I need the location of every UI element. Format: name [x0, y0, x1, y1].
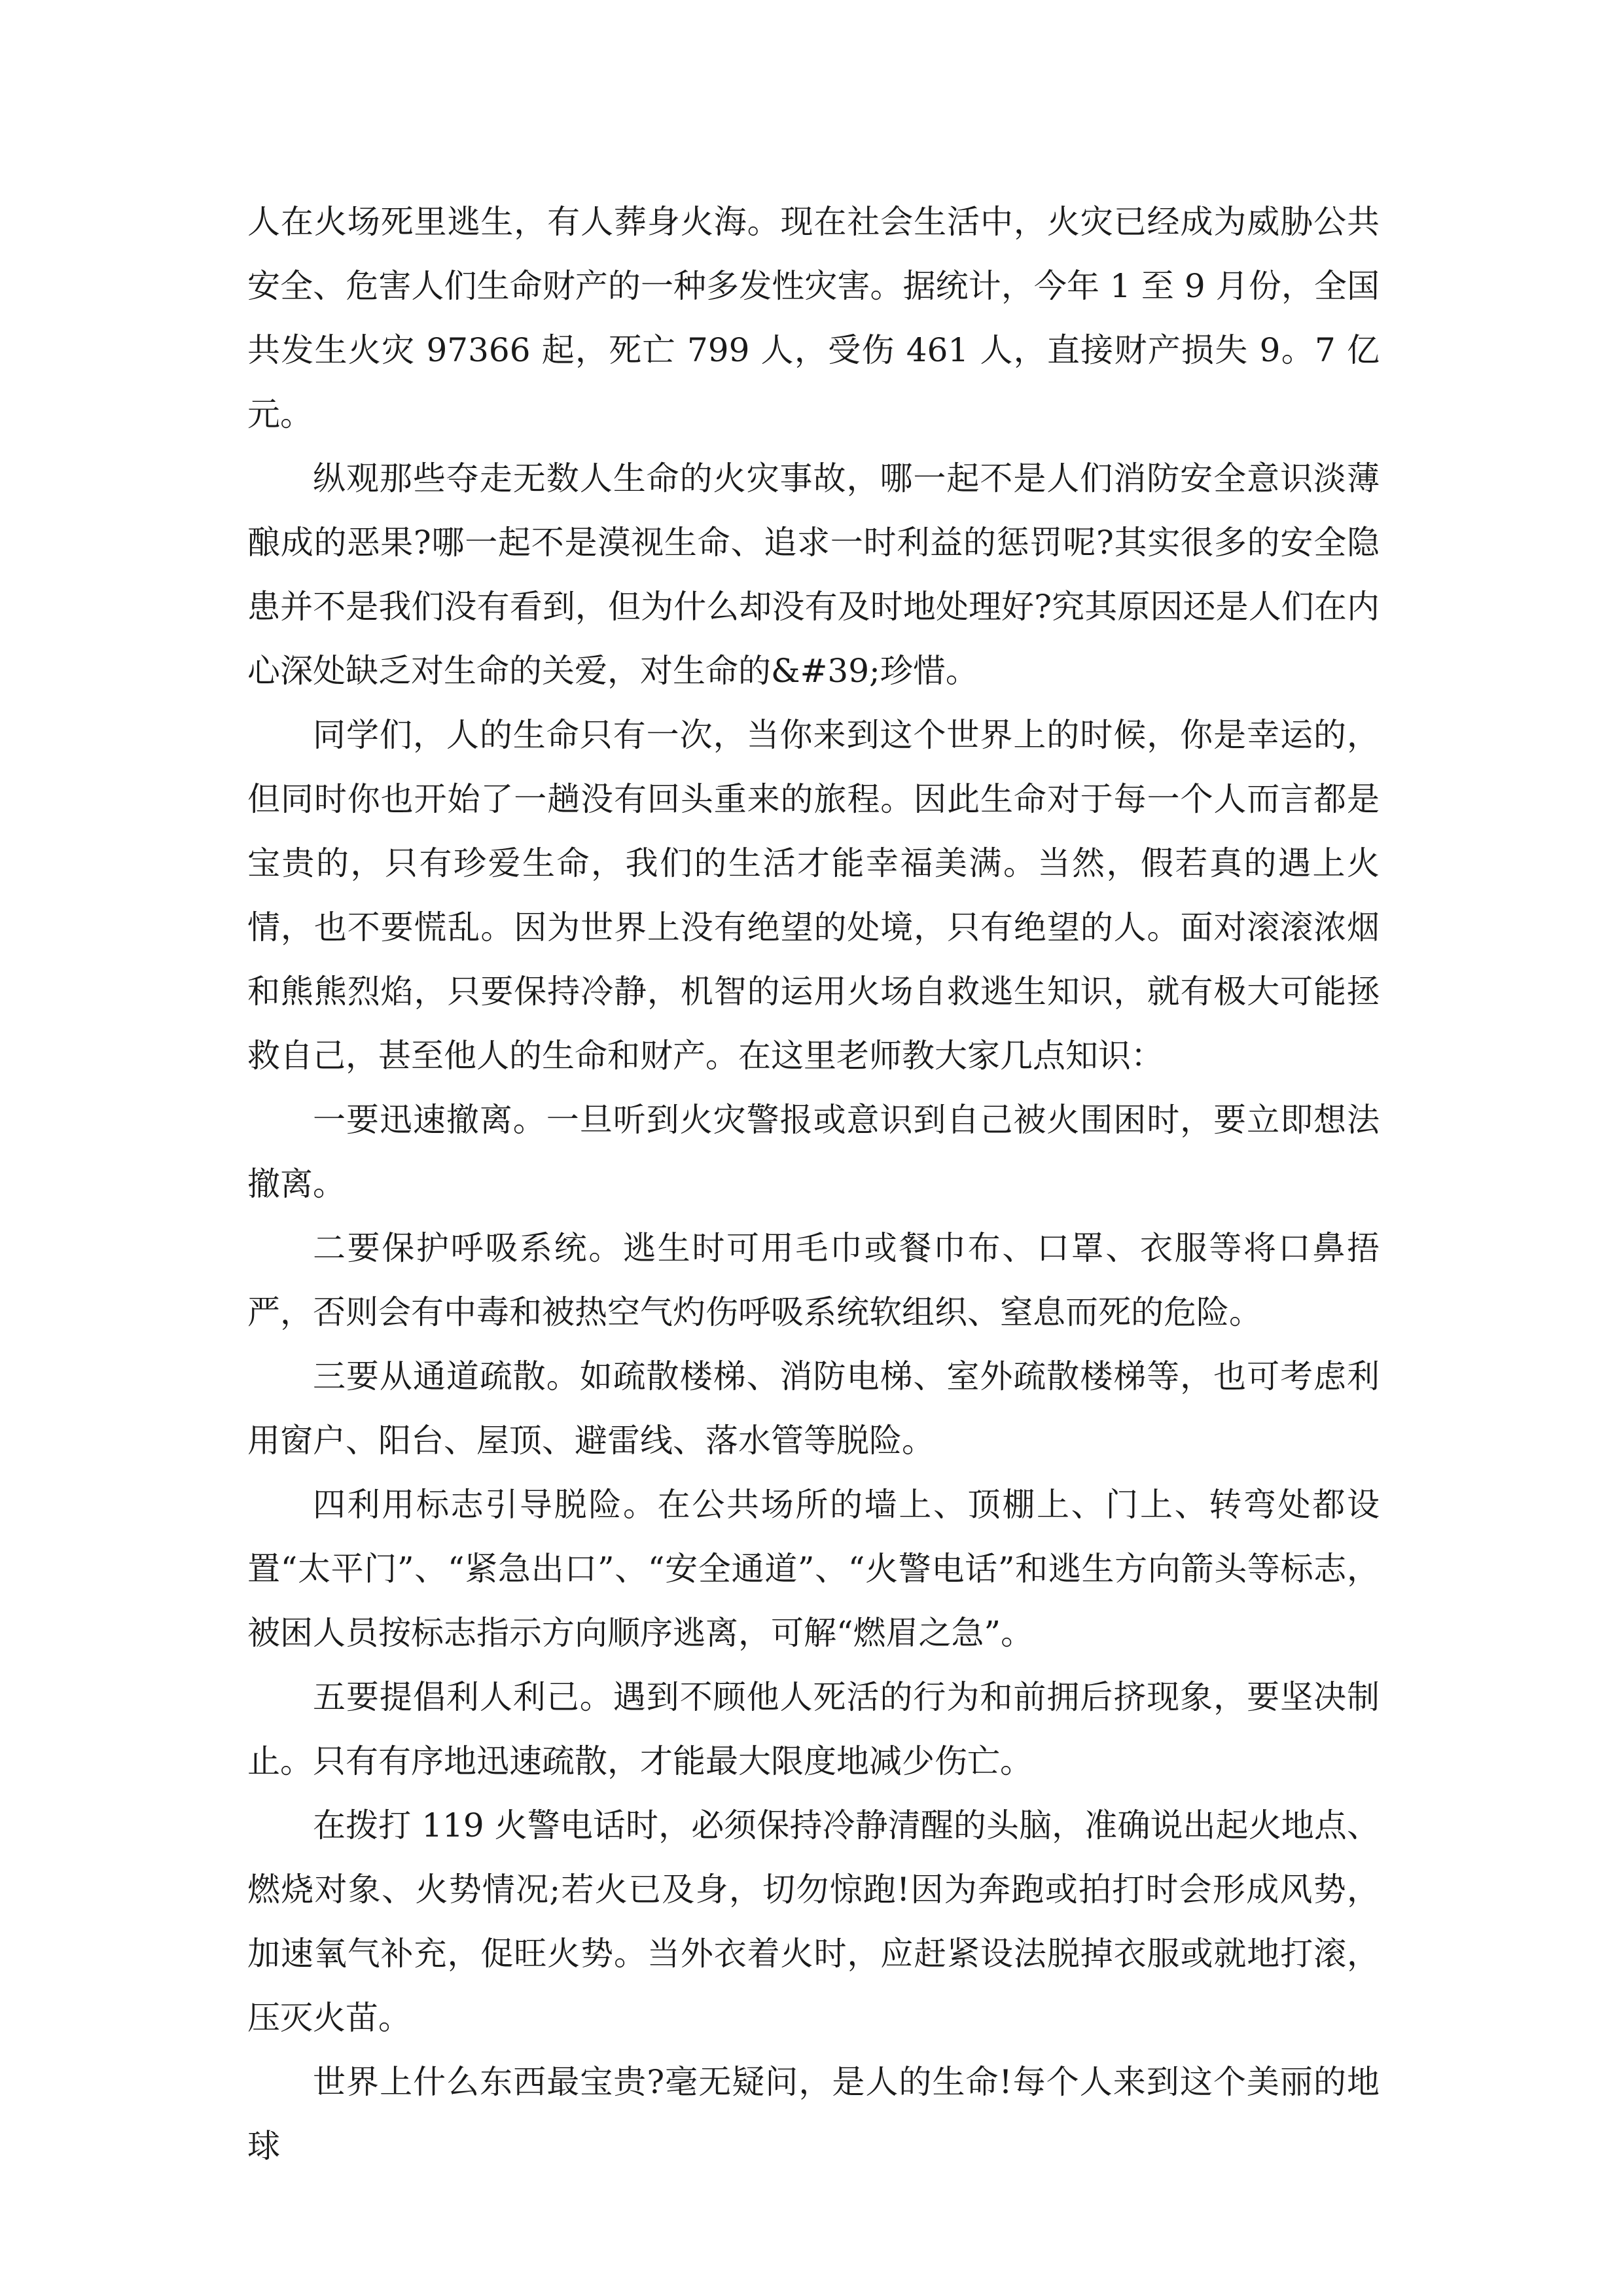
paragraph-tip-order: 五要提倡利人利己。遇到不顾他人死活的行为和前拥后挤现象，要坚决制止。只有有序地迅速疏散，才能最大限度地减少伤亡。: [247, 1678, 1380, 1780]
paragraph-tip-exits: 三要从通道疏散。如疏散楼梯、消防电梯、室外疏散楼梯等，也可考虑利用窗户、阳台、屋顶、避雷线、落水管等脱险。: [247, 1357, 1380, 1460]
paragraph-tip-breathing: 二要保护呼吸系统。逃生时可用毛巾或餐巾布、口罩、衣服等将口鼻捂严，否则会有中毒和被热空气灼伤呼吸系统软组织、窒息而死的危险。: [247, 1229, 1380, 1331]
document-page: [247, 190, 1380, 2178]
paragraph-life-precious: 世界上什么东西最宝贵?毫无疑问，是人的生命!每个人来到这个美丽的地球: [247, 2063, 1380, 2165]
paragraph-tip-evacuate: 一要迅速撤离。一旦听到火灾警报或意识到自己被火围困时，要立即想法撤离。: [247, 1101, 1380, 1203]
paragraph-fire-statistics: 人在火场死里逃生，有人葬身火海。现在社会生活中，火灾已经成为威胁公共安全、危害人们生命财产的一种多发性灾害。据统计，今年 1 至 9 月份，全国共发生火灾 97366 起，死亡 799 人，受伤 461 人，直接财产损失 9。7 亿元。: [247, 203, 1380, 433]
paragraph-tip-signs: 四利用标志引导脱险。在公共场所的墙上、顶棚上、门上、转弯处都设置“太平门”、“紧急出口”、“安全通道”、“火警电话”和逃生方向箭头等标志，被困人员按标志指示方向顺序逃离，可解“燃眉之急”。: [247, 1486, 1380, 1652]
paragraph-value-of-life: 同学们，人的生命只有一次，当你来到这个世界上的时候，你是幸运的，但同时你也开始了一趟没有回头重来的旅程。因此生命对于每一个人而言都是宝贵的，只有珍爱生命，我们的生活才能幸福美满。当然，假若真的遇上火情，也不要慌乱。因为世界上没有绝望的处境，只有绝望的人。面对滚滚浓烟和熊熊烈焰，只要保持冷静，机智的运用火场自救逃生知识，就有极大可能拯救自己，甚至他人的生命和财产。在这里老师教大家几点知识：: [247, 716, 1380, 1075]
paragraph-calling-119: 在拨打 119 火警电话时，必须保持冷静清醒的头脑，准确说出起火地点、燃烧对象、火势情况;若火已及身，切勿惊跑!因为奔跑或拍打时会形成风势，加速氧气补充，促旺火势。当外衣着火时，应赶紧设法脱掉衣服或就地打滚，压灭火苗。: [247, 1806, 1380, 2037]
paragraph-fire-causes: 纵观那些夺走无数人生命的火灾事故，哪一起不是人们消防安全意识淡薄酿成的恶果?哪一起不是漠视生命、追求一时利益的惩罚呢?其实很多的安全隐患并不是我们没有看到，但为什么却没有及时地处理好?究其原因还是人们在内心深处缺乏对生命的关爱，对生命的&#39;珍惜。: [247, 459, 1380, 690]
